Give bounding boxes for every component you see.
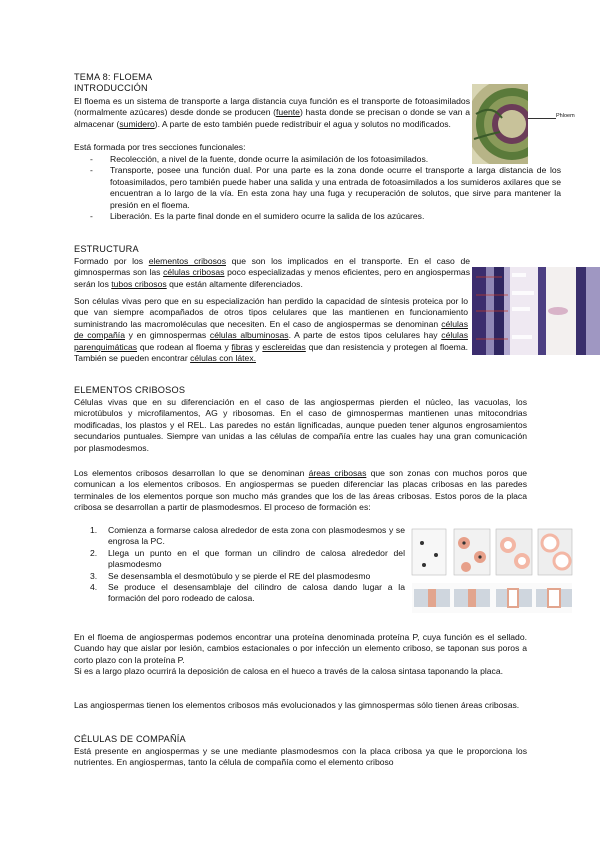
elementos-heading: ELEMENTOS CRIBOSOS bbox=[74, 385, 186, 395]
intro-heading: INTRODUCCIÓN bbox=[74, 83, 148, 93]
estructura-paragraph-2: Son células vivas pero que en su especialización han perdido la capacidad de síntesis proteica por lo que van siempre acompañados de otros tipos celulares que las mantienen en funcionamiento suministrando las macromoléculas que necesiten. En el caso de angiospermas se denominan células de compañía y en gimnospermas células albuminosas. A parte de estos tipos celulares hay células parenquimáticas que rodean al floema y fibras y esclereidas que dan resistencia y protegen al floema. También se pueden encontrar células con látex. bbox=[74, 296, 469, 364]
list-item: - Transporte, posee una función dual. Por una parte es la zona donde ocurre el transporte a larga distancia de los fotoasimilados, pero también puede haber una salida y una entrada de fotoasimilados a los sumideros axilares que se encuentran a lo largo de la vía. En esta zona hay una fuga y recuperación de solutos, que sirve para mantener la presión en el floema. bbox=[74, 165, 561, 211]
celulas-compania-term: células de compañía bbox=[74, 318, 468, 341]
list-item: 1. Comienza a formarse calosa alrededor de esta zona con plasmodesmos y se engrosa la PC. bbox=[90, 525, 405, 547]
elementos-paragraph-4: Si es a largo plazo ocurrirá la deposición de calosa en el hueco a través de la calosa sintasa taponando la placa. bbox=[74, 666, 504, 676]
areas-cribosas-term: áreas cribosas bbox=[308, 468, 367, 478]
list-item: 2. Llega un punto en el que forman un cilindro de calosa alrededor del plasmodesmo bbox=[90, 547, 405, 570]
sieve-pore-formation-diagram bbox=[410, 527, 574, 615]
list-item: 4. Se produce el desensamblaje del cilindro de calosa dando lugar a la formación del poro rodeado de calosa. bbox=[90, 582, 405, 604]
elementos-paragraph-1: Células vivas que en su diferenciación en el caso de las angiospermas pierden el núcleo, las vacuolas, los microtúbulos y microfilamentos, AG y ribosomas. En el caso de gimnospermas mantienen unas mitocondrias modificadas, los plastos y el REL. Las paredes no están lignificadas, aunque pueden tener algunos engrosamientos secundarios puntuales. Siempre van unidas a las células de compañía entre las cuales hay una gran comunicación por plasmodesmos. bbox=[74, 397, 527, 453]
celulas-cribosas-term: células cribosas bbox=[163, 267, 225, 278]
list-item: - Recolección, a nivel de la fuente, donde ocurre la asimilación de los fotoasimilados. bbox=[74, 154, 474, 165]
fuente-term: fuente bbox=[276, 107, 300, 118]
estructura-paragraph-1: Formado por los elementos cribosos que son los implicados en el transporte. En el caso de gimnospermas son las células cribosas poco especializadas y menos eficientes, pero en angiospermas serán los tubos cribosos que están altamente diferenciados. bbox=[74, 256, 470, 289]
sumidero-term: sumidero bbox=[119, 118, 155, 129]
stem-cross-section-image bbox=[472, 84, 528, 164]
document-title: TEMA 8: FLOEMA bbox=[74, 72, 153, 82]
stem-label-line bbox=[528, 118, 556, 119]
elementos-paragraph-2: Los elementos cribosos desarrollan lo que se denominan áreas cribosas que son zonas con muchos poros que comunican a los elementos cribosos. En angiospermas se pueden diferenciar las placas cribosas en las paredes terminales de los elementos porque son mucho más grandes que los de las áreas cribosas. Estos poros de la placa cribosa se desarrollan a partir de plasmodesmos. El proceso de formación es: bbox=[74, 468, 528, 513]
companion-heading: CÉLULAS DE COMPAÑÍA bbox=[74, 734, 186, 744]
estructura-heading: ESTRUCTURA bbox=[74, 244, 139, 254]
celulas-latex-term: células con látex. bbox=[190, 353, 257, 364]
elementos-cribosos-term: elementos cribosos bbox=[148, 256, 226, 266]
stem-label: Phloem bbox=[556, 113, 575, 119]
phloem-longitudinal-image bbox=[472, 267, 600, 355]
formation-steps-list bbox=[74, 525, 405, 605]
intro-sections-lead: Está formada por tres secciones funcionales: bbox=[74, 142, 246, 152]
list-item: - Liberación. Es la parte final donde en el sumidero ocurre la salida de los azúcares. bbox=[74, 211, 561, 222]
fibras-term: fibras bbox=[231, 341, 253, 352]
function-list bbox=[74, 154, 561, 222]
companion-paragraph: Está presente en angiospermas y se une mediante plasmodesmos con la placa cribosa ya que le proporciona los nutrientes. En angiospermas, tanto la célula de compañía como el elemento criboso bbox=[74, 746, 527, 768]
elementos-paragraph-5: Las angiospermas tienen los elementos cribosos más evolucionados y las gimnospermas sólo tienen áreas cribosas. bbox=[74, 700, 520, 710]
celulas-parenquimaticas-term: células parenquimáticas bbox=[74, 330, 469, 352]
intro-paragraph: El floema es un sistema de transporte a larga distancia cuya función es el transporte de fotoasimilados (normalmente azúcares) desde donde se producen (fuente) hasta donde se precisan o donde se van a almacenar (sumidero). A parte de esto también puede redistribuir el agua y solutos no modificados. bbox=[74, 96, 470, 129]
esclereidas-term: esclereidas bbox=[262, 341, 306, 352]
elementos-paragraph-3: En el floema de angiospermas podemos encontrar una proteína denominada proteína P, cuya función es el sellado. Cuando hay que aislar por lesión, cambios estacionales o por infección un elemento criboso, se taponan sus poros a corto plazo con la proteína P. bbox=[74, 632, 527, 665]
list-item: 3. Se desensambla el desmotúbulo y se pierde el RE del plasmodesmo bbox=[90, 570, 371, 581]
celulas-albuminosas-term: células albuminosas bbox=[209, 330, 289, 341]
tubos-cribosos-term: tubos cribosos bbox=[111, 278, 167, 289]
